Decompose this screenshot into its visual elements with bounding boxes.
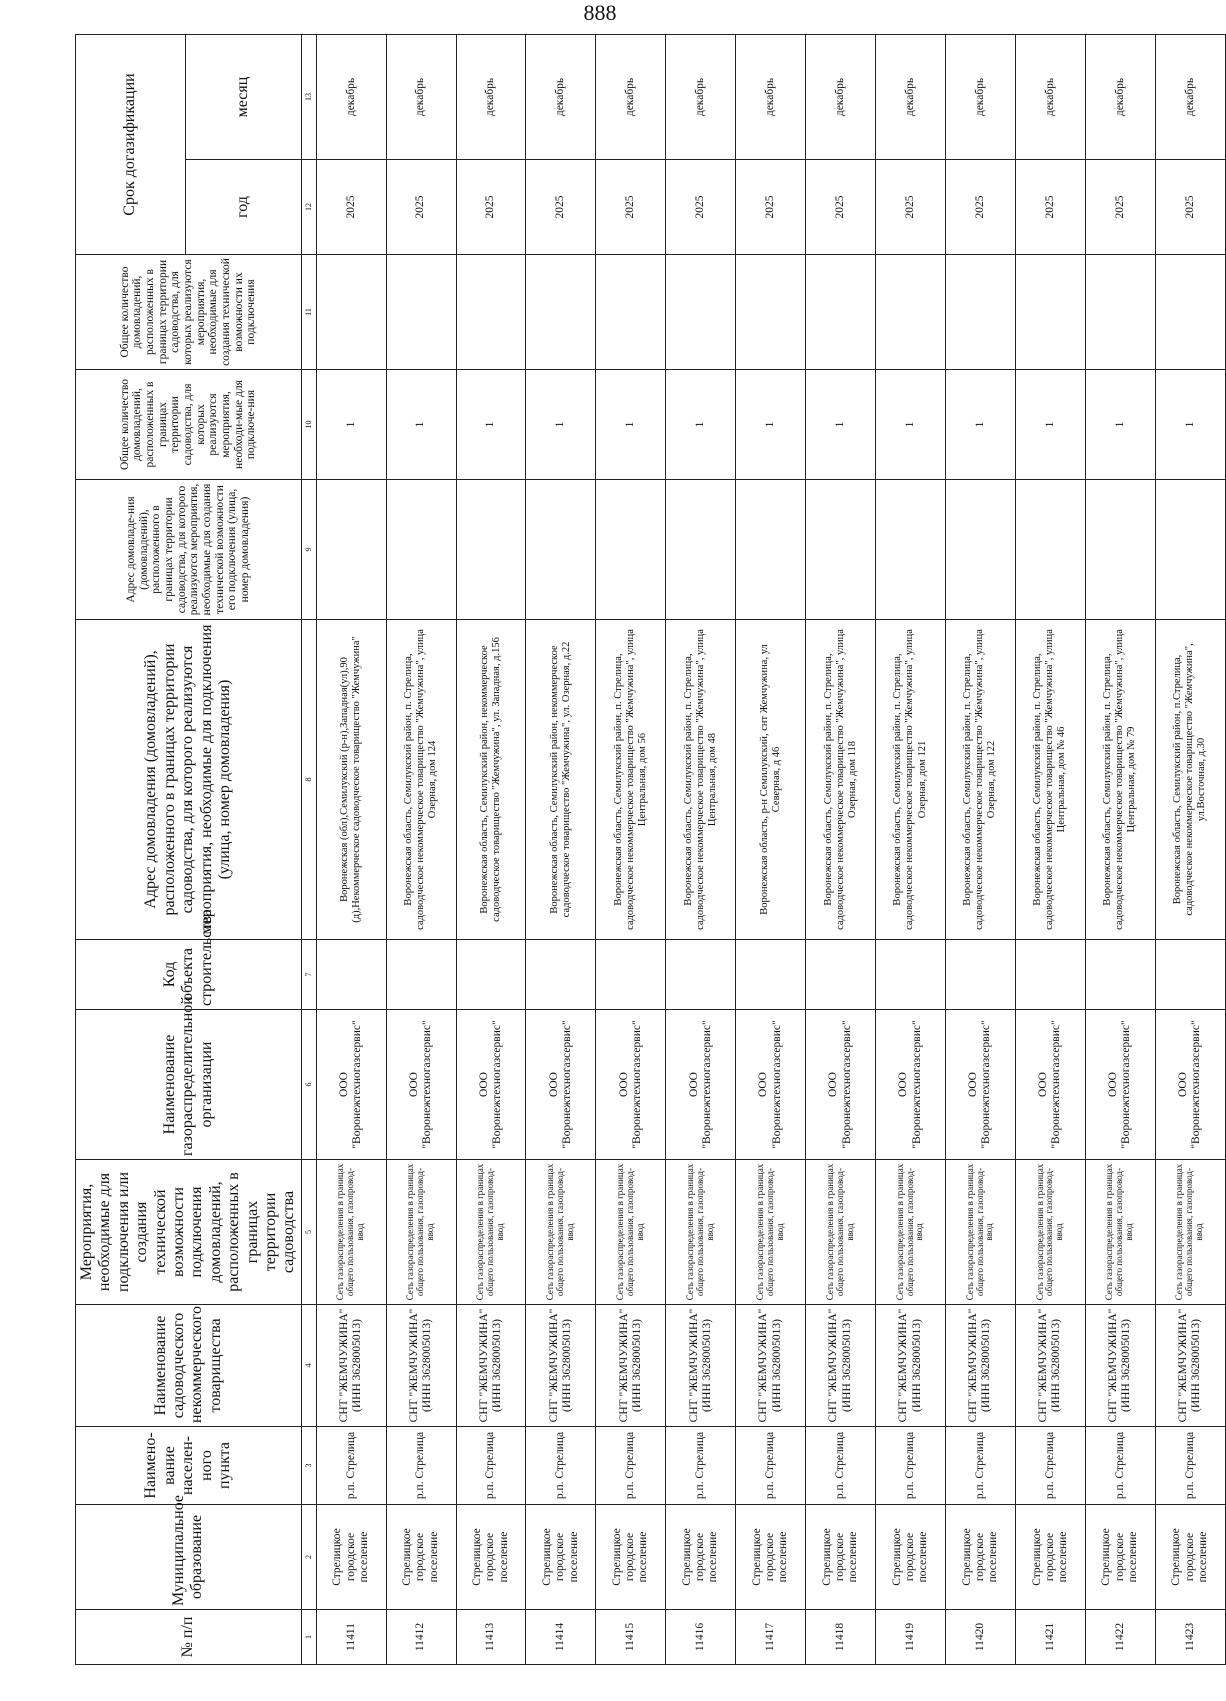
row-number: 11417: [736, 1610, 806, 1665]
municipality: Стрелицкое городское поселение: [316, 1505, 386, 1610]
address: Воронежская область, р-н Семилукский, снт Жемчужина, ул Северная, д 46: [736, 620, 806, 940]
address: Воронежская область, Семилукский район, п. Стрелица, садоводческое некоммерческое товарищество "Жемчужина", улица Центральная, дом № 79: [1085, 620, 1155, 940]
table-row: [806, 34, 876, 1664]
object-code: [1015, 940, 1085, 1010]
object-code: [526, 940, 596, 1010]
measure: Сеть газораспределения в границах общего пользования, газопровод-ввод: [945, 1160, 1015, 1305]
deadline-month: декабрь: [945, 34, 1015, 159]
deadline-year: 2025: [1085, 160, 1155, 255]
qty-tech: [316, 255, 386, 370]
table-row: [736, 34, 806, 1664]
snt-name: СНТ "ЖЕМЧУЖИНА" (ИНН 3628005013): [666, 1305, 736, 1427]
row-number: 11421: [1015, 1610, 1085, 1665]
municipality: Стрелицкое городское поселение: [806, 1505, 876, 1610]
header-qty-connect: Общее количество домовладений, расположенных в границах территории садоводства, для которых реализуются мероприятия, необходи-мые для подключе-ния: [76, 370, 302, 480]
qty-tech: [736, 255, 806, 370]
header-month: месяц: [186, 34, 302, 159]
settlement: р.п. Стрелица: [876, 1427, 946, 1505]
address: Воронежская область, Семилукский район, п. Стрелица, садоводческое некоммерческое товарищество "Жемчужина", улица Озерная, дом 118: [806, 620, 876, 940]
table-row: [945, 34, 1015, 1664]
column-number: 6: [301, 1010, 316, 1160]
table-row: [876, 34, 946, 1664]
gas-org: ООО "Воронежтехногазсервис": [1085, 1010, 1155, 1160]
deadline-year: 2025: [596, 160, 666, 255]
settlement: р.п. Стрелица: [736, 1427, 806, 1505]
measure: Сеть газораспределения в границах общего пользования, газопровод-ввод: [526, 1160, 596, 1305]
column-number-row: [301, 34, 316, 1664]
qty-tech: [456, 255, 526, 370]
qty-connect: 1: [1085, 370, 1155, 480]
snt-name: СНТ "ЖЕМЧУЖИНА" (ИНН 3628005013): [1155, 1305, 1225, 1427]
address-tech: [386, 480, 456, 620]
settlement: р.п. Стрелица: [456, 1427, 526, 1505]
table-row: [386, 34, 456, 1664]
measure: Сеть газораспределения в границах общего пользования, газопровод-ввод: [806, 1160, 876, 1305]
row-number: 11412: [386, 1610, 456, 1665]
gas-org: ООО "Воронежтехногазсервис": [736, 1010, 806, 1160]
qty-connect: 1: [736, 370, 806, 480]
table-row: [316, 34, 386, 1664]
qty-connect: 1: [945, 370, 1015, 480]
header-gas-org: Наименование газораспределительной организации: [76, 1010, 302, 1160]
deadline-year: 2025: [526, 160, 596, 255]
measure: Сеть газораспределения в границах общего пользования, газопровод-ввод: [1015, 1160, 1085, 1305]
gas-org: ООО "Воронежтехногазсервис": [1155, 1010, 1225, 1160]
header-object-code: Код объекта строительства: [76, 940, 302, 1010]
qty-tech: [1015, 255, 1085, 370]
measure: Сеть газораспределения в границах общего пользования, газопровод-ввод: [1155, 1160, 1225, 1305]
address-tech: [596, 480, 666, 620]
table-row: [1015, 34, 1085, 1664]
qty-connect: 1: [386, 370, 456, 480]
deadline-year: 2025: [945, 160, 1015, 255]
qty-connect: 1: [666, 370, 736, 480]
measure: Сеть газораспределения в границах общего пользования, газопровод-ввод: [666, 1160, 736, 1305]
address-tech: [736, 480, 806, 620]
snt-name: СНТ "ЖЕМЧУЖИНА" (ИНН 3628005013): [1085, 1305, 1155, 1427]
deadline-year: 2025: [876, 160, 946, 255]
measure: Сеть газораспределения в границах общего пользования, газопровод-ввод: [1085, 1160, 1155, 1305]
qty-tech: [596, 255, 666, 370]
header-measures: Мероприятия, необходимые для подключения или создания технической возможности подключения домовладений, расположенных в границах территории садоводства: [76, 1160, 302, 1305]
deadline-month: декабрь: [1085, 34, 1155, 159]
settlement: р.п. Стрелица: [526, 1427, 596, 1505]
deadline-month: декабрь: [736, 34, 806, 159]
municipality: Стрелицкое городское поселение: [526, 1505, 596, 1610]
object-code: [596, 940, 666, 1010]
settlement: р.п. Стрелица: [666, 1427, 736, 1505]
snt-name: СНТ "ЖЕМЧУЖИНА" (ИНН 3628005013): [736, 1305, 806, 1427]
qty-connect: 1: [876, 370, 946, 480]
object-code: [456, 940, 526, 1010]
deadline-year: 2025: [1155, 160, 1225, 255]
gas-org: ООО "Воронежтехногазсервис": [316, 1010, 386, 1160]
address-tech: [876, 480, 946, 620]
address-tech: [1155, 480, 1225, 620]
qty-tech: [1155, 255, 1225, 370]
table-row: [666, 34, 736, 1664]
qty-tech: [876, 255, 946, 370]
header-num: № п/п: [76, 1610, 302, 1665]
deadline-month: декабрь: [1155, 34, 1225, 159]
table-row: [456, 34, 526, 1664]
header-year: год: [186, 160, 302, 255]
column-number: 7: [301, 940, 316, 1010]
measure: Сеть газораспределения в границах общего пользования, газопровод-ввод: [736, 1160, 806, 1305]
municipality: Стрелицкое городское поселение: [945, 1505, 1015, 1610]
municipality: Стрелицкое городское поселение: [1155, 1505, 1225, 1610]
measure: Сеть газораспределения в границах общего пользования, газопровод-ввод: [316, 1160, 386, 1305]
deadline-month: декабрь: [456, 34, 526, 159]
object-code: [876, 940, 946, 1010]
deadline-year: 2025: [386, 160, 456, 255]
measure: Сеть газораспределения в границах общего пользования, газопровод-ввод: [596, 1160, 666, 1305]
deadline-month: декабрь: [1015, 34, 1085, 159]
deadline-year: 2025: [806, 160, 876, 255]
qty-connect: 1: [1015, 370, 1085, 480]
address: Воронежская область, Семилукский район, п. Стрелица, садоводческое некоммерческое товарищество "Жемчужина", улица Центральная, дом № 46: [1015, 620, 1085, 940]
address: Воронежская область, Семилукский район, п. Стрелица, садоводческое некоммерческое товарищество "Жемчужина", улица Центральная, дом 56: [596, 620, 666, 940]
qty-tech: [1085, 255, 1155, 370]
deadline-month: декабрь: [666, 34, 736, 159]
gas-org: ООО "Воронежтехногазсервис": [526, 1010, 596, 1160]
municipality: Стрелицкое городское поселение: [1085, 1505, 1155, 1610]
table-row: [1085, 34, 1155, 1664]
qty-tech: [666, 255, 736, 370]
object-code: [386, 940, 456, 1010]
gas-org: ООО "Воронежтехногазсервис": [876, 1010, 946, 1160]
column-number: 8: [301, 620, 316, 940]
row-number: 11423: [1155, 1610, 1225, 1665]
deadline-year: 2025: [456, 160, 526, 255]
row-number: 11420: [945, 1610, 1015, 1665]
object-code: [666, 940, 736, 1010]
object-code: [1085, 940, 1155, 1010]
column-number: 13: [301, 34, 316, 159]
address: Воронежская область, Семилукский район, некоммерческое садоводческое товарищество "Жемчужина", ул. Западная, д.156: [456, 620, 526, 940]
municipality: Стрелицкое городское поселение: [456, 1505, 526, 1610]
row-number: 11418: [806, 1610, 876, 1665]
gas-org: ООО "Воронежтехногазсервис": [806, 1010, 876, 1160]
column-number: 11: [301, 255, 316, 370]
address-tech: [806, 480, 876, 620]
gas-org: ООО "Воронежтехногазсервис": [945, 1010, 1015, 1160]
row-number: 11416: [666, 1610, 736, 1665]
qty-tech: [945, 255, 1015, 370]
address-tech: [316, 480, 386, 620]
gas-org: ООО "Воронежтехногазсервис": [1015, 1010, 1085, 1160]
table-row: [596, 34, 666, 1664]
address: Воронежская область, Семилукский район, п.Стрелица, садоводческое некоммерческое товарищество "Жемчужина", ул.Восточная, д.30: [1155, 620, 1225, 940]
row-number: 11414: [526, 1610, 596, 1665]
measure: Сеть газораспределения в границах общего пользования, газопровод-ввод: [876, 1160, 946, 1305]
column-number: 5: [301, 1160, 316, 1305]
column-number: 1: [301, 1610, 316, 1665]
row-number: 11413: [456, 1610, 526, 1665]
qty-connect: 1: [806, 370, 876, 480]
deadline-month: декабрь: [526, 34, 596, 159]
header-settlement: Наимено-вание населен-ного пункта: [76, 1427, 302, 1505]
table-body: [316, 34, 1225, 1664]
deadline-month: декабрь: [316, 34, 386, 159]
snt-name: СНТ "ЖЕМЧУЖИНА" (ИНН 3628005013): [945, 1305, 1015, 1427]
gas-org: ООО "Воронежтехногазсервис": [596, 1010, 666, 1160]
qty-connect: 1: [316, 370, 386, 480]
settlement: р.п. Стрелица: [1155, 1427, 1225, 1505]
object-code: [316, 940, 386, 1010]
address: Воронежская область, Семилукский район, п. Стрелица, садоводческое некоммерческое товарищество "Жемчужина", улица Центральная, дом 48: [666, 620, 736, 940]
deadline-month: декабрь: [876, 34, 946, 159]
snt-name: СНТ "ЖЕМЧУЖИНА" (ИНН 3628005013): [316, 1305, 386, 1427]
deadline-month: декабрь: [596, 34, 666, 159]
column-number: 12: [301, 160, 316, 255]
deadline-year: 2025: [666, 160, 736, 255]
deadline-year: 2025: [1015, 160, 1085, 255]
address-tech: [666, 480, 736, 620]
row-number: 11415: [596, 1610, 666, 1665]
measure: Сеть газораспределения в границах общего пользования, газопровод-ввод: [456, 1160, 526, 1305]
municipality: Стрелицкое городское поселение: [1015, 1505, 1085, 1610]
deadline-year: 2025: [316, 160, 386, 255]
table-row: [1155, 34, 1225, 1664]
municipality: Стрелицкое городское поселение: [876, 1505, 946, 1610]
row-number: 11411: [316, 1610, 386, 1665]
qty-tech: [806, 255, 876, 370]
address-tech: [1085, 480, 1155, 620]
qty-tech: [386, 255, 456, 370]
address: Воронежская область, Семилукский район, п. Стрелица, садоводческое некоммерческое товарищество "Жемчужина", улица Озерная, дом 124: [386, 620, 456, 940]
snt-name: СНТ "ЖЕМЧУЖИНА" (ИНН 3628005013): [876, 1305, 946, 1427]
municipality: Стрелицкое городское поселение: [736, 1505, 806, 1610]
address-tech: [1015, 480, 1085, 620]
address: Воронежская (обл),Семилукский (р-н),Западная(ул),90 (д),Некоммерческое садоводческое товарищество "Жемчужина": [316, 620, 386, 940]
header-municipality: Муниципальное образование: [76, 1505, 302, 1610]
gas-org: ООО "Воронежтехногазсервис": [456, 1010, 526, 1160]
row-number: 11419: [876, 1610, 946, 1665]
deadline-year: 2025: [736, 160, 806, 255]
header-snt-name: Наименование садоводческого некоммерческого товарищества: [76, 1305, 302, 1427]
snt-name: СНТ "ЖЕМЧУЖИНА" (ИНН 3628005013): [596, 1305, 666, 1427]
deadline-month: декабрь: [386, 34, 456, 159]
municipality: Стрелицкое городское поселение: [596, 1505, 666, 1610]
address-tech: [945, 480, 1015, 620]
page-number: 888: [583, 0, 617, 25]
address: Воронежская область, Семилукский район, некоммерческое садоводческое товарищество "Жемчужина", ул. Озерная, д.22: [526, 620, 596, 940]
qty-connect: 1: [456, 370, 526, 480]
row-number: 11422: [1085, 1610, 1155, 1665]
settlement: р.п. Стрелица: [386, 1427, 456, 1505]
object-code: [806, 940, 876, 1010]
object-code: [736, 940, 806, 1010]
settlement: р.п. Стрелица: [316, 1427, 386, 1505]
settlement: р.п. Стрелица: [1015, 1427, 1085, 1505]
settlement: р.п. Стрелица: [945, 1427, 1015, 1505]
gas-org: ООО "Воронежтехногазсервис": [666, 1010, 736, 1160]
header-deadline: Срок догазификации: [76, 34, 186, 254]
header-address-connect: Адрес домовладения (домовладений), расположенного в границах территории садоводства, для которого реализуются мероприятия, необходимые для подключения (улица, номер домовладения): [76, 620, 302, 940]
address: Воронежская область, Семилукский район, п. Стрелица, садоводческое некоммерческое товарищество "Жемчужина", улица Озерная, дом 122: [945, 620, 1015, 940]
address-tech: [456, 480, 526, 620]
snt-name: СНТ "ЖЕМЧУЖИНА" (ИНН 3628005013): [456, 1305, 526, 1427]
snt-name: СНТ "ЖЕМЧУЖИНА" (ИНН 3628005013): [1015, 1305, 1085, 1427]
header-address-tech: Адрес домовладе-ния (домовладений), расположенного в границах территории садоводства, для которого реализуются мероприятия, необходимые для создания технической возможности его подключения (улица, номер домовладения): [76, 480, 302, 620]
qty-connect: 1: [526, 370, 596, 480]
qty-connect: 1: [596, 370, 666, 480]
object-code: [1155, 940, 1225, 1010]
snt-name: СНТ "ЖЕМЧУЖИНА" (ИНН 3628005013): [806, 1305, 876, 1427]
address-tech: [526, 480, 596, 620]
municipality: Стрелицкое городское поселение: [386, 1505, 456, 1610]
object-code: [945, 940, 1015, 1010]
snt-name: СНТ "ЖЕМЧУЖИНА" (ИНН 3628005013): [526, 1305, 596, 1427]
settlement: р.п. Стрелица: [1085, 1427, 1155, 1505]
column-number: 10: [301, 370, 316, 480]
table-row: [526, 34, 596, 1664]
column-number: 9: [301, 480, 316, 620]
rotated-page: [75, 35, 1209, 1665]
column-number: 4: [301, 1305, 316, 1427]
column-number: 3: [301, 1427, 316, 1505]
qty-connect: 1: [1155, 370, 1225, 480]
municipality: Стрелицкое городское поселение: [666, 1505, 736, 1610]
settlement: р.п. Стрелица: [596, 1427, 666, 1505]
snt-name: СНТ "ЖЕМЧУЖИНА" (ИНН 3628005013): [386, 1305, 456, 1427]
column-number: 2: [301, 1505, 316, 1610]
qty-tech: [526, 255, 596, 370]
gas-org: ООО "Воронежтехногазсервис": [386, 1010, 456, 1160]
settlement: р.п. Стрелица: [806, 1427, 876, 1505]
gasification-table: [75, 34, 1226, 1665]
header-qty-tech: Общее количество домовладений, расположенных в границах территории садоводства, для которых реализуются мероприятия, необходимые для создания технической возможности их подключения: [76, 255, 302, 370]
deadline-month: декабрь: [806, 34, 876, 159]
address: Воронежская область, Семилукский район, п. Стрелица, садоводческое некоммерческое товарищество "Жемчужина", улица Озерная, дом 121: [876, 620, 946, 940]
measure: Сеть газораспределения в границах общего пользования, газопровод-ввод: [386, 1160, 456, 1305]
